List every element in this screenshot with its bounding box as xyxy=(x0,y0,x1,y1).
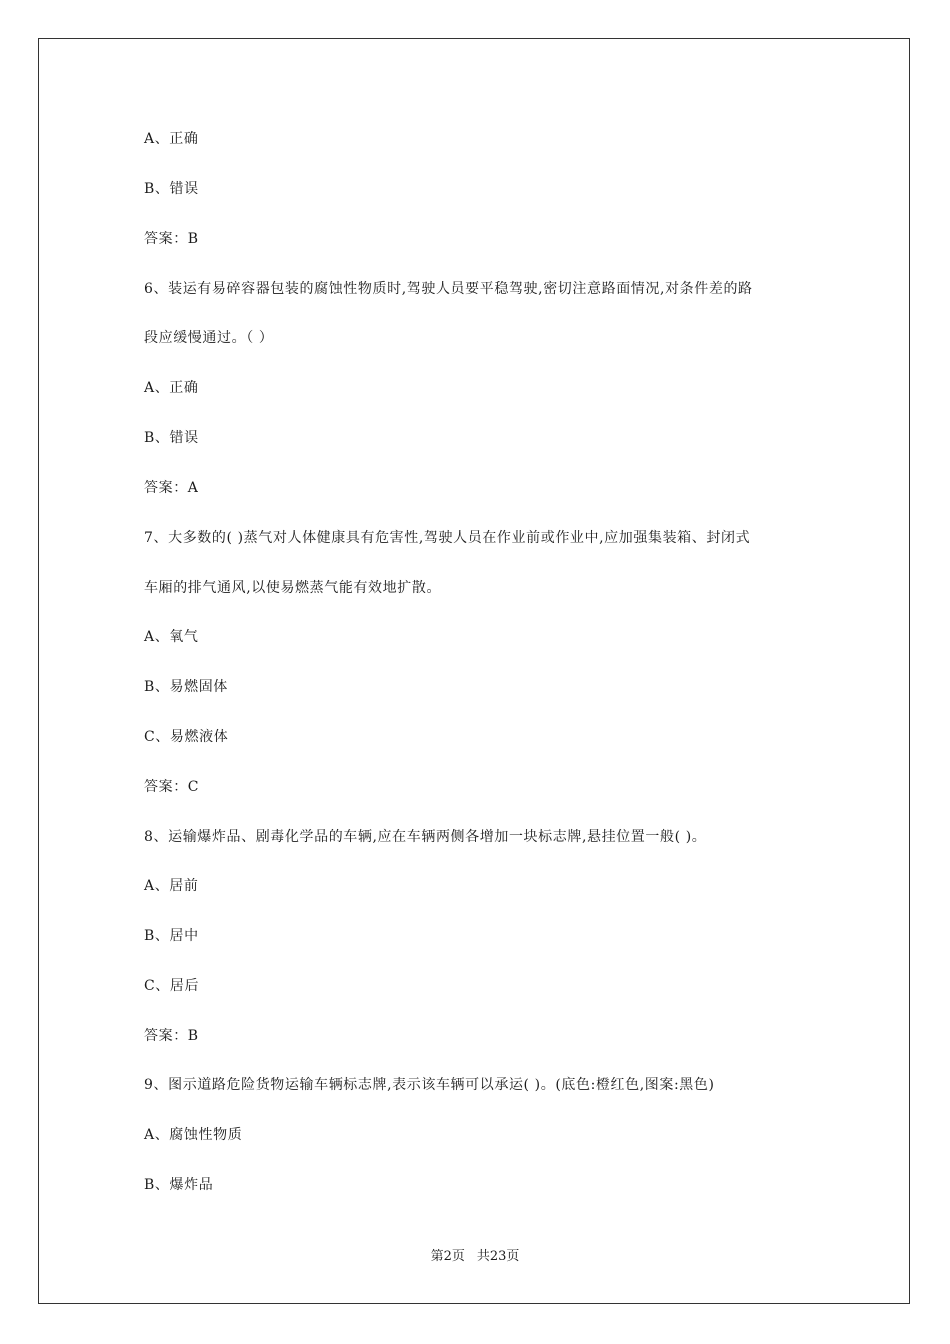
question-6-line2: 段应缓慢通过。（ ） xyxy=(144,330,274,346)
question-9: 9、图示道路危险货物运输车辆标志牌,表示该车辆可以承运( )。(底色:橙红色,图案:黑色) xyxy=(144,1077,715,1093)
option-a-q7: A、氧气 xyxy=(144,629,199,645)
option-a-q8: A、居前 xyxy=(144,878,199,894)
option-b-q8: B、居中 xyxy=(144,928,199,944)
question-8: 8、运输爆炸品、剧毒化学品的车辆,应在车辆两侧各增加一块标志牌,悬挂位置一般( )。 xyxy=(144,829,707,845)
page-total: 共23页 xyxy=(476,1249,520,1264)
page-number: 第2页 xyxy=(430,1249,465,1264)
option-c-q8: C、居后 xyxy=(144,978,200,994)
option-a-q9: A、腐蚀性物质 xyxy=(144,1127,243,1143)
answer-q8: 答案：B xyxy=(144,1028,199,1044)
page-footer xyxy=(0,1248,950,1266)
page-border xyxy=(38,38,910,1304)
question-7-line1: 7、大多数的( )蒸气对人体健康具有危害性,驾驶人员在作业前或作业中,应加强集装箱、封闭式 xyxy=(144,530,751,546)
option-a-q6: A、正确 xyxy=(144,380,199,396)
question-6-line1: 6、装运有易碎容器包装的腐蚀性物质时,驾驶人员要平稳驾驶,密切注意路面情况,对条件差的路 xyxy=(144,281,753,297)
answer-q5: 答案：B xyxy=(144,231,199,247)
option-b-q5: B、错误 xyxy=(144,181,199,197)
option-b-q9: B、爆炸品 xyxy=(144,1177,214,1193)
option-b-q7: B、易燃固体 xyxy=(144,679,228,695)
option-a-q5: A、正确 xyxy=(144,131,199,147)
answer-q7: 答案：C xyxy=(144,779,200,795)
question-7-line2: 车厢的排气通风,以使易燃蒸气能有效地扩散。 xyxy=(144,580,442,596)
answer-q6: 答案：A xyxy=(144,480,199,496)
option-b-q6: B、错误 xyxy=(144,430,199,446)
option-c-q7: C、易燃液体 xyxy=(144,729,229,745)
